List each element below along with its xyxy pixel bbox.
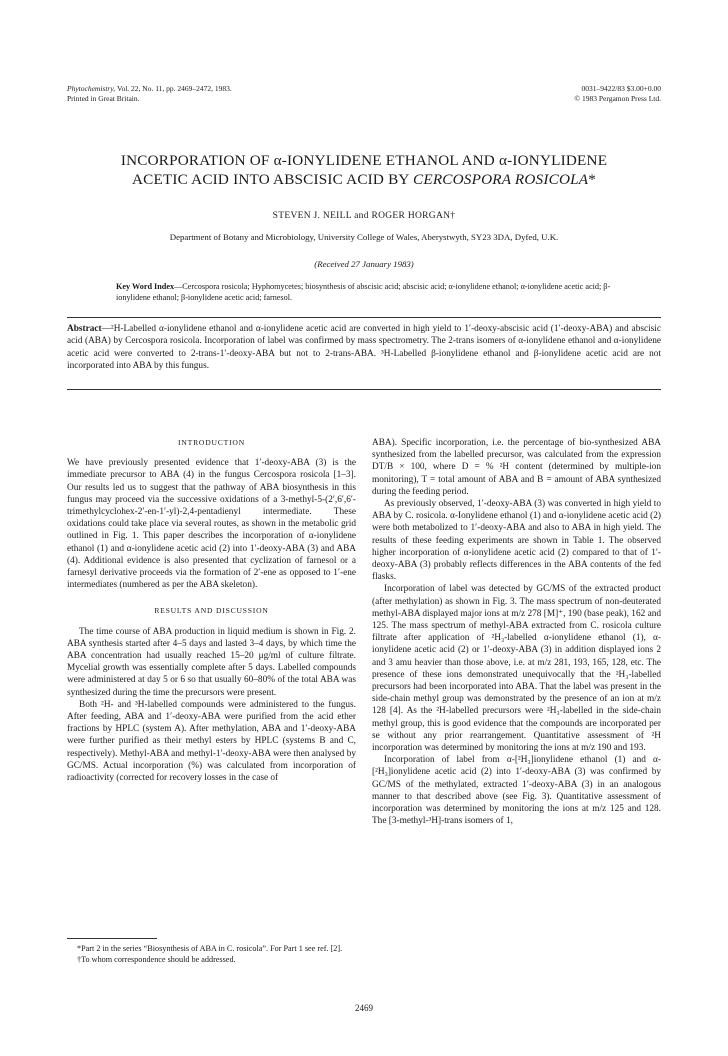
- printed-note: Printed in Great Britain.: [67, 94, 140, 103]
- keywords-text: —Cercospora rosicola; Hyphomycetes; biosynthesis of abscisic acid; abscisic acid; α-ionylidene ethanol; α-ionylidene acetic acid; β-ionylidene ethanol; β-ionylidene acetic acid; farnesol.: [116, 282, 611, 302]
- affiliation: Department of Botany and Microbiology, University College of Wales, Aberystwyth, SY23 3DA, Dyfed, U.K.: [169, 232, 559, 242]
- footnote-1: *Part 2 in the series “Biosynthesis of ABA in C. rosicola”. For Part 1 see ref. [2].: [77, 944, 343, 953]
- article-title: [60, 151, 668, 189]
- abstract-top-rule: [67, 317, 661, 318]
- journal-volume: Vol. 22, No. 11, pp. 2469–2472, 1983.: [117, 84, 232, 93]
- footnote-rule: [67, 938, 157, 939]
- left-column: [67, 437, 356, 784]
- section-heading-results: RESULTS AND DISCUSSION: [154, 606, 269, 616]
- right-paragraph-1: ABA). Specific incorporation, i.e. the percentage of bio-synthesized ABA synthesized from the labelled precursor, was calculated from the expression DT/B × 100, where D = % ²H content (determined by multiple-ion monitoring), T = total amount of ABA and B = amount of ABA synthesized during the feeding period.: [372, 438, 661, 497]
- abstract-text: —²H-Labelled α-ionylidene ethanol and α-ionylidene acetic acid are converted in high yield to 1′-deoxy-abscisic acid (1′-deoxy-ABA) and abscisic acid (ABA) by Cercospora rosicola. Incorporation of label was confirmed by mass spectrometry. The 2-trans isomers of α-ionylidene ethanol and α-ionylidene acetic acid were converted to 2-trans-1′-deoxy-ABA but not to 2-trans-ABA. ³H-Labelled β-ionylidene ethanol and β-ionylidene acetic acid are not incorporated into ABA by this fungus.: [67, 324, 661, 372]
- introduction-paragraph: We have previously presented evidence that 1′-deoxy-ABA (3) is the immediate precursor to ABA (4) in the fungus Cercospora rosicola [1–3]. Our results led us to suggest that the pathway of ABA biosynthesis in this fungus may proceed via the successive oxidations of a 3-methyl-5-(2′,6′,6′-trimethylcyclohex-2′-en-1′-yl)-2,4-pentadienyl intermediate. These oxidations could take place via several routes, as shown in the metabolic grid outlined in Fig. 1. This paper describes the incorporation of α-ionylidene ethanol (1) and α-ionylidene acetic acid (2) into 1′-deoxy-ABA (3) and ABA (4). Additional evidence is also presented that cyclization of farnesol or a farnesyl derivative proceeds via the formation of 2′-ene as opposed to 1′-ene intermediates (numbered as per the ABA skeleton).: [67, 458, 356, 591]
- abstract: [67, 323, 661, 373]
- copyright-note: © 1983 Pergamon Press Ltd.: [574, 94, 661, 103]
- title-organism: CERCOSPORA ROSICOLA: [413, 171, 589, 188]
- page-number: 2469: [355, 1003, 373, 1013]
- results-paragraph-2: Both ²H- and ³H-labelled compounds were administered to the fungus. After feeding, ABA and 1′-deoxy-ABA were purified from the acid ether fractions by HPLC (system A). After methylation, ABA and 1′-deoxy-ABA were further purified as their methyl esters by HPLC (systems B and C, respectively). Methyl-ABA and methyl-1′-deoxy-ABA were then analysed by GC/MS. Actual incorporation (%) was calculated from incorporation of radioactivity (corrected for recovery losses in the case of: [67, 699, 356, 784]
- footnote-2: †To whom correspondence should be addressed.: [77, 955, 236, 964]
- section-heading-introduction: INTRODUCTION: [178, 438, 245, 447]
- keywords: [116, 281, 616, 303]
- abstract-label: Abstract: [67, 324, 102, 334]
- journal-citation: [67, 84, 232, 94]
- results-paragraph-1: The time course of ABA production in liquid medium is shown in Fig. 2. ABA synthesis started after 4–5 days and lasted 3–4 days, by which time the ABA concentration had usually reached 15–20 μg/ml of culture filtrate. Mycelial growth was essentially complete after 5 days. Labelled compounds were administered at day 5 or 6 so that usually 60–80% of the total ABA was synthesized during the time the precursors were present.: [67, 626, 356, 698]
- title-line-1: INCORPORATION OF α-IONYLIDENE ETHANOL AND α-IONYLIDENE: [120, 152, 608, 169]
- right-column: [372, 437, 661, 828]
- right-paragraph-3: Incorporation of label was detected by GC/MS of the extracted product (after methylation) as shown in Fig. 3. The mass spectrum of non-deuterated methyl-ABA displayed major ions at m/z 278 [M]⁺, 190 (base peak), 162 and 125. The mass spectrum of methyl-ABA extracted from C. rosicola culture filtrate after application of ²H₃-labelled α-ionylidene ethanol (1), α-ionylidene acetic acid (2) or 1′-deoxy-ABA (3) in addition displayed ions 2 and 3 amu heavier than those above, i.e. at m/z 281, 193, 165, 128, etc. The presence of these ions demonstrated unequivocally that the ²H₃-labelled precursors had been incorporated into ABA. That the label was present in the side-chain methyl group was demonstrated by the presence of an ion at m/z 128 [4]. As the ²H-labelled precursors were ²H₃-labelled in the side-chain methyl group, this is good evidence that the compounds are incorporated per se without any prior rearrangement. Quantitative assessment of ²H incorporation was determined by monitoring the ions at m/z 190 and 193.: [372, 584, 661, 754]
- abstract-bottom-rule: [67, 389, 661, 390]
- received-date: (Received 27 January 1983): [314, 259, 414, 269]
- keywords-label: Key Word Index: [116, 282, 175, 291]
- right-paragraph-2: As previously observed, 1′-deoxy-ABA (3) was converted in high yield to ABA by C. rosicola. α-Ionylidene ethanol (1) and α-ionylidene acetic acid (2) were both metabolized to 1′-deoxy-ABA and also to ABA in high yield. The results of these feeding experiments are shown in Table 1. The observed higher incorporation of α-ionylidene acetic acid (2) compared to that of 1′-deoxy-ABA (3) probably reflects differences in the ABA contents of the fed flasks.: [372, 499, 661, 583]
- right-paragraph-4: Incorporation of label from α-[²H₃]ionylidene ethanol (1) and α-[²H₃]ionylidene acetic acid (2) into 1′-deoxy-ABA (3) was confirmed by GC/MS of the methylated, extracted 1′-deoxy-ABA (3) in an analogous manner to that described above (see Fig. 3). Quantitative assessment of incorporation was determined by monitoring the ions at m/z 125 and 128. The [3-methyl-³H]-trans isomers of 1,: [372, 755, 661, 827]
- authors: STEVEN J. NEILL and ROGER HORGAN†: [272, 211, 456, 221]
- title-line-2: ACETIC ACID INTO ABSCISIC ACID BY CERCOSPORA ROSICOLA*: [131, 171, 597, 188]
- journal-name: Phytochemistry,: [67, 84, 116, 93]
- footnotes: [67, 943, 356, 965]
- issn-code: 0031–9422/83 $3.00+0.00: [581, 84, 661, 93]
